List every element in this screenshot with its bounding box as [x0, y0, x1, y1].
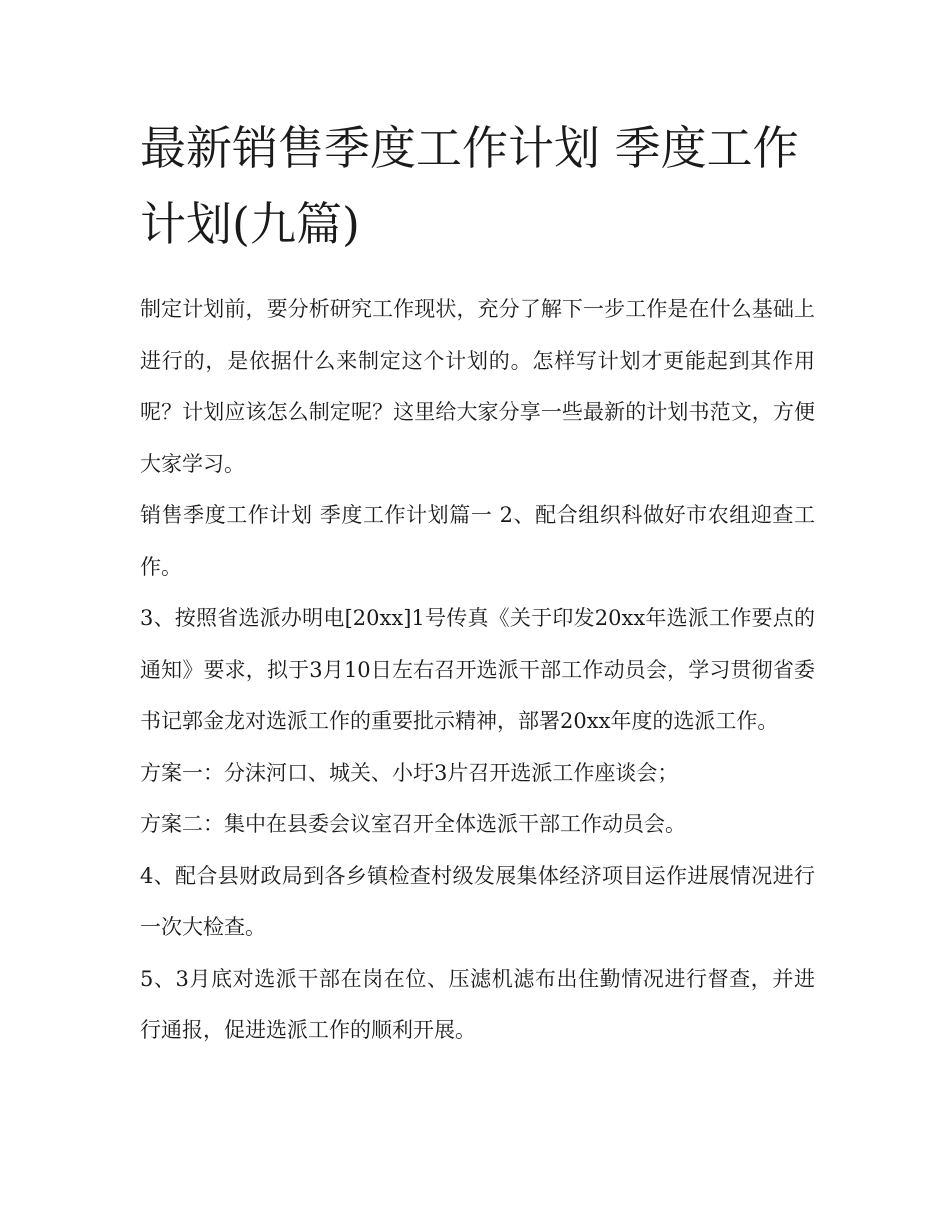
paragraph-item-5: 5、3月底对选派干部在岗在位、压滤机滤布出住勤情况进行督查，并进行通报，促进选派工作的顺利开展。 [140, 966, 815, 1042]
document-title: 最新销售季度工作计划 季度工作计划(九篇) [140, 121, 799, 251]
document-page [140, 110, 815, 1057]
paragraph-section-one: 销售季度工作计划 季度工作计划篇一 2、配合组织科做好市农组迎查工作。 [140, 503, 815, 579]
paragraph-item-3: 3、按照省选派办明电[20xx]1号传真《关于印发20xx年选派工作要点的通知》要求，拟于3月10日左右召开选派干部工作动员会，学习贯彻省委书记郭金龙对选派工作的重要批示精神，部署20xx年度的选派工作。 [140, 606, 815, 733]
paragraph-plan-one: 方案一：分沫河口、城关、小圩3片召开选派工作座谈会； [140, 760, 679, 785]
paragraph-item-4: 4、配合县财政局到各乡镇检查村级发展集体经济项目运作进展情况进行一次大检查。 [140, 863, 815, 939]
paragraph-plan-two: 方案二：集中在县委会议室召开全体选派干部工作动员会。 [140, 812, 686, 836]
paragraph-intro: 制定计划前，要分析研究工作现状，充分了解下一步工作是在什么基础上进行的，是依据什么来制定这个计划的。怎样写计划才更能起到其作用呢？计划应该怎么制定呢？这里给大家分享一些最新的计划书范文，方便大家学习。 [140, 297, 815, 476]
